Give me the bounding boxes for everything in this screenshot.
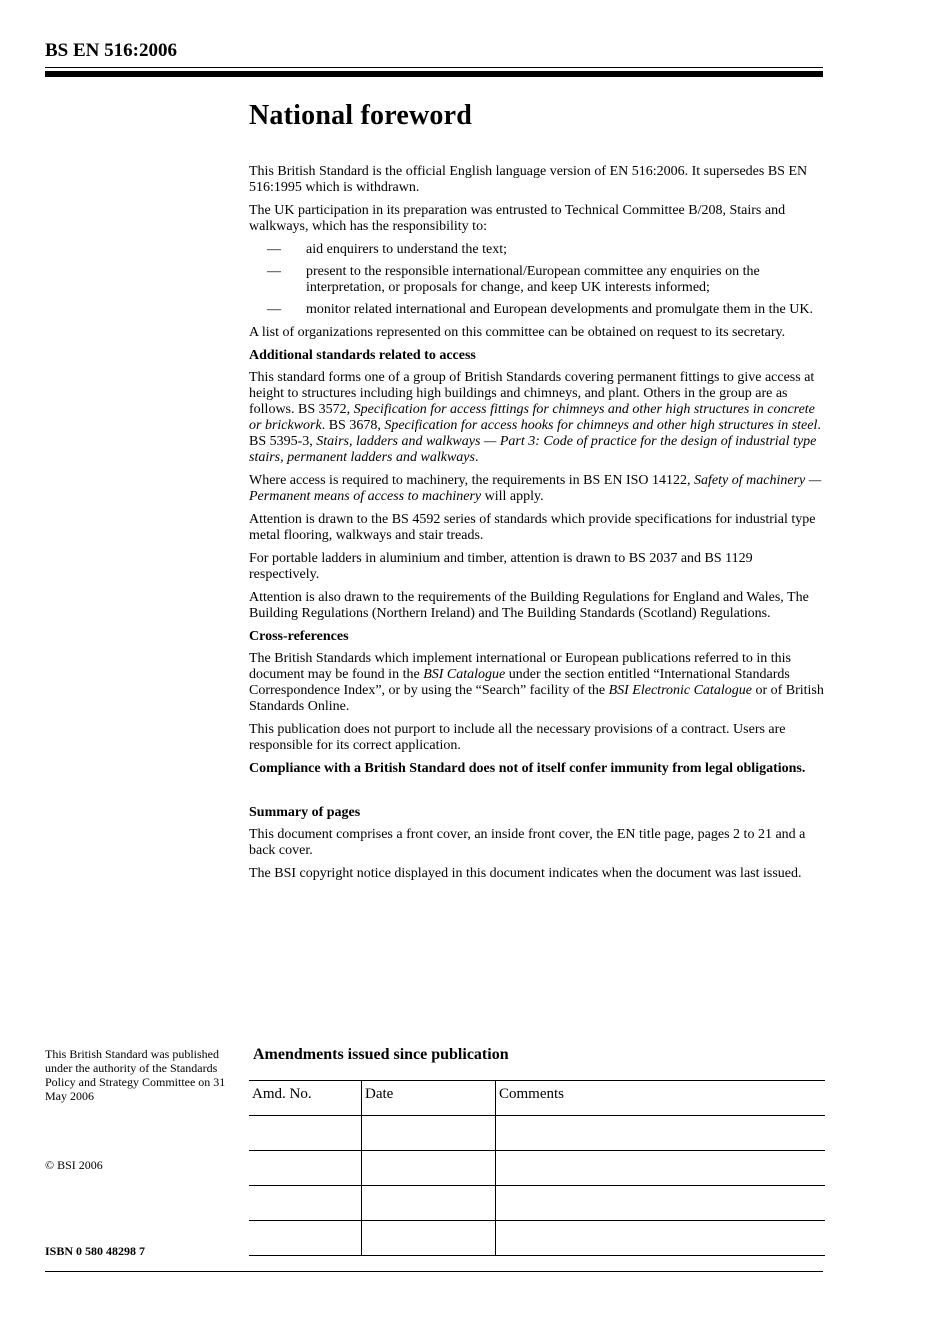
table-cell [249,1186,362,1221]
dash-bullet: — [267,264,281,279]
table-cell [496,1221,826,1256]
table-cell [362,1151,496,1186]
paragraph-ladders: For portable ladders in aluminium and timber, attention is drawn to BS 2037 and BS 1129 respectively. [249,551,753,582]
table-header-row [249,1081,825,1116]
heading-additional-standards: Additional standards related to access [249,348,476,363]
table-cell [362,1186,496,1221]
table-row [249,1116,825,1151]
paragraph-building-regulations: Attention is also drawn to the requirements of the Building Regulations for England and Wales, The Building Regulations (Northern Ireland) and The Building Standards (Scotland) Regulations. [249,590,809,621]
paragraph-access-group: This standard forms one of a group of British Standards covering permanent fittings to give access at height to structures including high buildings and chimneys, and plant. Others in the group are as follows. BS 3572, Specification for access fittings for chimneys and other high structures in concrete or brickwork. BS 3678, Specification for access hooks for chimneys and other high structures in steel. BS 5395-3, Stairs, ladders and walkways — Part 3: Code of practice for the design of industrial type stairs, permanent ladders and walkways. [249,370,821,465]
header-rule-thin [45,67,823,68]
table-cell [249,1221,362,1256]
table-cell [496,1151,826,1186]
list-item: — monitor related international and European developments and promulgate them in the UK. [267,302,813,317]
responsibility-list [249,242,824,318]
paragraph-copyright-notice: The BSI copyright notice displayed in this document indicates when the document was last issued. [249,866,802,881]
table-cell [362,1221,496,1256]
paragraph-catalogue: The British Standards which implement international or European publications referred to in this document may be found in the BSI Catalogue under the section entitled “International Standards Correspondence Index”, or by using the “Search” facility of the BSI Electronic Catalogue or of British Standards Online. [249,651,824,714]
table-row [249,1151,825,1186]
paragraph-pages: This document comprises a front cover, an inside front cover, the EN title page, pages 2 to 21 and a back cover. [249,827,806,858]
table-cell [496,1116,826,1151]
dash-bullet: — [267,302,281,317]
list-item: — present to the responsible international/European committee any enquiries on the interpretation, or proposals for change, and keep UK interests informed; [267,264,760,295]
table-cell [362,1116,496,1151]
paragraph-organizations: A list of organizations represented on this committee can be obtained on request to its secretary. [249,325,786,340]
table-cell [496,1186,826,1221]
paragraph-machinery: Where access is required to machinery, the requirements in BS EN ISO 14122, Safety of machinery — Permanent means of access to machinery will apply. [249,473,822,504]
column-date: Date [362,1081,496,1116]
list-item: — aid enquirers to understand the text; [267,242,507,257]
table-cell [249,1151,362,1186]
dash-bullet: — [267,242,281,257]
publication-note: This British Standard was published under the authority of the Standards Policy and Strategy Committee on 31 May 2006 [45,1047,226,1103]
footer-rule [45,1271,823,1272]
table-row [249,1221,825,1256]
amendments-table [249,1080,825,1256]
column-amd-no: Amd. No. [249,1081,362,1116]
table-cell [249,1116,362,1151]
page-title: National foreword [249,100,472,131]
header-rule-thick [45,71,823,77]
column-comments: Comments [496,1081,826,1116]
paragraph-bs4592: Attention is drawn to the BS 4592 series of standards which provide specifications for industrial type metal flooring, walkways and stair treads. [249,512,816,543]
paragraph-contract: This publication does not purport to include all the necessary provisions of a contract. Users are responsible for its correct application. [249,722,786,753]
isbn: ISBN 0 580 48298 7 [45,1244,146,1258]
paragraph-supersedes: This British Standard is the official English language version of EN 516:2006. It supersedes BS EN 516:1995 which is withdrawn. [249,164,808,195]
heading-cross-references: Cross-references [249,629,349,644]
copyright: © BSI 2006 [45,1158,103,1172]
table-row [249,1186,825,1221]
standard-code: BS EN 516:2006 [45,40,177,61]
compliance-statement: Compliance with a British Standard does not of itself confer immunity from legal obligations. [249,761,806,776]
heading-summary-of-pages: Summary of pages [249,805,361,820]
amendments-title: Amendments issued since publication [253,1046,509,1063]
paragraph-participation: The UK participation in its preparation was entrusted to Technical Committee B/208, Stairs and walkways, which has the responsibility to: [249,203,786,234]
foreword-body [249,164,824,889]
